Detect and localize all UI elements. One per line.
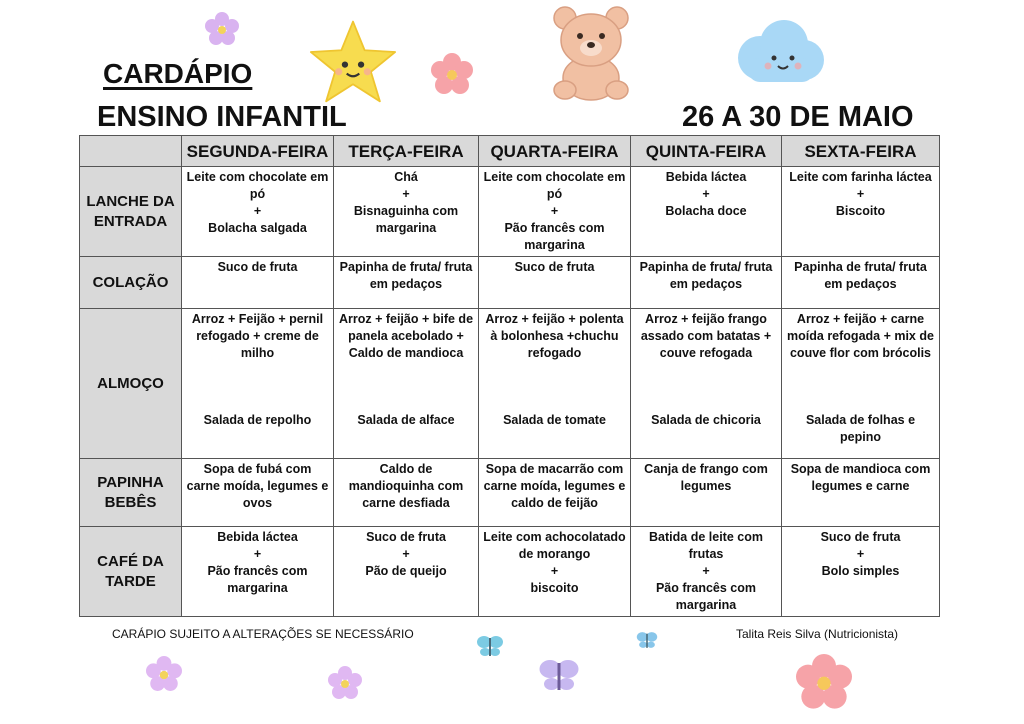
table-row xyxy=(80,257,940,309)
menu-item-text: Arroz + feijão + polenta à bolonhesa +chuchu refogado xyxy=(485,312,624,360)
menu-item-text: + xyxy=(402,547,410,561)
menu-item-text: Bebida láctea xyxy=(217,530,298,544)
menu-cell xyxy=(479,309,631,459)
menu-item-text: Leite com achocolatado de morango xyxy=(483,530,626,561)
menu-cell xyxy=(182,527,334,617)
menu-cell xyxy=(631,257,782,309)
flower-icon xyxy=(796,654,852,710)
table-row xyxy=(80,309,940,459)
table-row xyxy=(80,167,940,257)
menu-item-text: Canja de frango com legumes xyxy=(644,462,768,493)
butterfly-icon xyxy=(476,632,504,660)
corner-cell xyxy=(80,136,182,167)
menu-item-text: Arroz + feijão + bife de panela acebolado + Caldo de mandioca xyxy=(338,312,474,360)
menu-cell xyxy=(479,459,631,527)
menu-item-text: Papinha de fruta/ fruta em pedaços xyxy=(794,260,927,291)
menu-item-text: Bolacha salgada xyxy=(208,221,307,235)
menu-item-text: + xyxy=(402,187,410,201)
menu-item-text: + xyxy=(550,564,559,578)
menu-item-text: Salada de tomate xyxy=(503,413,606,427)
menu-item-text: Bisnaguinha com margarina xyxy=(353,204,459,235)
menu-item-text: + xyxy=(702,564,710,578)
menu-cell xyxy=(334,257,479,309)
header-row xyxy=(80,136,940,167)
menu-item-text: Salada de chicoria xyxy=(651,413,761,427)
menu-item-text: Salada de repolho xyxy=(203,413,312,427)
menu-cell xyxy=(479,257,631,309)
flower-icon xyxy=(328,666,362,700)
meal-label: CAFÉ DA TARDE xyxy=(80,527,182,617)
teddy-bear-icon xyxy=(545,4,637,102)
menu-item-text: Biscoito xyxy=(835,204,886,218)
menu-item-text: Suco de fruta xyxy=(820,530,901,544)
menu-item-text: Suco de fruta xyxy=(366,530,446,544)
column-header: SEGUNDA-FEIRA xyxy=(182,136,334,167)
menu-item-text: Bolacha doce xyxy=(665,204,747,218)
flower-icon xyxy=(146,656,182,692)
menu-item-text: Batida de leite com frutas xyxy=(649,530,763,561)
flower-icon xyxy=(205,12,239,46)
menu-cell xyxy=(631,527,782,617)
page-subtitle: ENSINO INFANTIL xyxy=(97,101,347,133)
menu-item-text: Pão francês com margarina xyxy=(207,564,308,595)
menu-cell xyxy=(782,167,940,257)
menu-item-text: Leite com chocolate em pó xyxy=(186,170,329,201)
menu-item-text: + xyxy=(253,204,262,218)
menu-item-text: Arroz + feijão + carne moída refogada + mix de couve flor com brócolis xyxy=(787,312,934,360)
menu-item-text: Suco de fruta xyxy=(217,260,298,274)
menu-cell xyxy=(334,527,479,617)
column-header: QUARTA-FEIRA xyxy=(479,136,631,167)
menu-item-text: Arroz + feijão frango assado com batatas + couve refogada xyxy=(640,312,772,360)
menu-cell xyxy=(782,309,940,459)
menu-item-text: Papinha de fruta/ fruta em pedaços xyxy=(639,260,773,291)
menu-table xyxy=(79,135,940,617)
menu-cell xyxy=(334,167,479,257)
menu-cell xyxy=(182,459,334,527)
menu-cell xyxy=(334,309,479,459)
flower-icon xyxy=(431,53,473,95)
table-row xyxy=(80,459,940,527)
menu-item-text: + xyxy=(253,547,262,561)
menu-item-text: Sopa de macarrão com carne moída, legumes e caldo de feijão xyxy=(483,462,626,510)
menu-item-text: biscoito xyxy=(530,581,579,595)
menu-item-text: Leite com farinha láctea xyxy=(789,170,932,184)
butterfly-icon xyxy=(636,629,658,651)
butterfly-icon xyxy=(538,654,580,696)
menu-item-text: Salada de folhas e pepino xyxy=(805,413,916,444)
menu-item-text: Leite com chocolate em pó xyxy=(483,170,626,201)
menu-item-text: Bebida láctea xyxy=(665,170,747,184)
meal-label: ALMOÇO xyxy=(80,309,182,459)
meal-label: LANCHE DA ENTRADA xyxy=(80,167,182,257)
menu-cell xyxy=(479,167,631,257)
menu-item-text: Chá xyxy=(394,170,418,184)
disclaimer-note: CARÁPIO SUJEITO A ALTERAÇÕES SE NECESSÁRIO xyxy=(112,627,414,641)
menu-item-text: Pão de queijo xyxy=(365,564,447,578)
menu-cell xyxy=(782,459,940,527)
menu-item-text: Caldo de mandioquinha com carne desfiada xyxy=(348,462,464,510)
menu-item-text: + xyxy=(856,547,865,561)
menu-cell xyxy=(782,257,940,309)
cloud-icon xyxy=(732,16,827,88)
star-icon xyxy=(308,18,398,104)
menu-cell xyxy=(182,257,334,309)
menu-cell xyxy=(631,459,782,527)
date-range: 26 A 30 DE MAIO xyxy=(682,101,914,133)
menu-cell xyxy=(631,167,782,257)
menu-cell xyxy=(182,309,334,459)
column-header: SEXTA-FEIRA xyxy=(782,136,940,167)
page-title: CARDÁPIO xyxy=(103,58,253,89)
column-header: QUINTA-FEIRA xyxy=(631,136,782,167)
menu-item-text: Pão francês com margarina xyxy=(504,221,605,252)
menu-item-text: Arroz + Feijão + pernil refogado + creme de milho xyxy=(191,312,324,360)
meal-label: COLAÇÃO xyxy=(80,257,182,309)
menu-item-text: + xyxy=(856,187,865,201)
table-row xyxy=(80,527,940,617)
menu-item-text: Sopa de fubá com carne moída, legumes e ovos xyxy=(186,462,329,510)
menu-cell xyxy=(479,527,631,617)
menu-item-text: Salada de alface xyxy=(357,413,455,427)
menu-item-text: Bolo simples xyxy=(821,564,900,578)
menu-item-text: + xyxy=(550,204,559,218)
menu-item-text: Suco de fruta xyxy=(514,260,595,274)
menu-item-text: Papinha de fruta/ fruta em pedaços xyxy=(339,260,473,291)
menu-cell xyxy=(334,459,479,527)
menu-cell xyxy=(631,309,782,459)
menu-item-text: Sopa de mandioca com legumes e carne xyxy=(790,462,931,493)
nutritionist-signature: Talita Reis Silva (Nutricionista) xyxy=(736,627,899,641)
column-header: TERÇA-FEIRA xyxy=(334,136,479,167)
menu-cell xyxy=(782,527,940,617)
menu-cell xyxy=(182,167,334,257)
menu-item-text: + xyxy=(702,187,710,201)
menu-item-text: Pão francês com margarina xyxy=(655,581,757,612)
meal-label: PAPINHA BEBÊS xyxy=(80,459,182,527)
